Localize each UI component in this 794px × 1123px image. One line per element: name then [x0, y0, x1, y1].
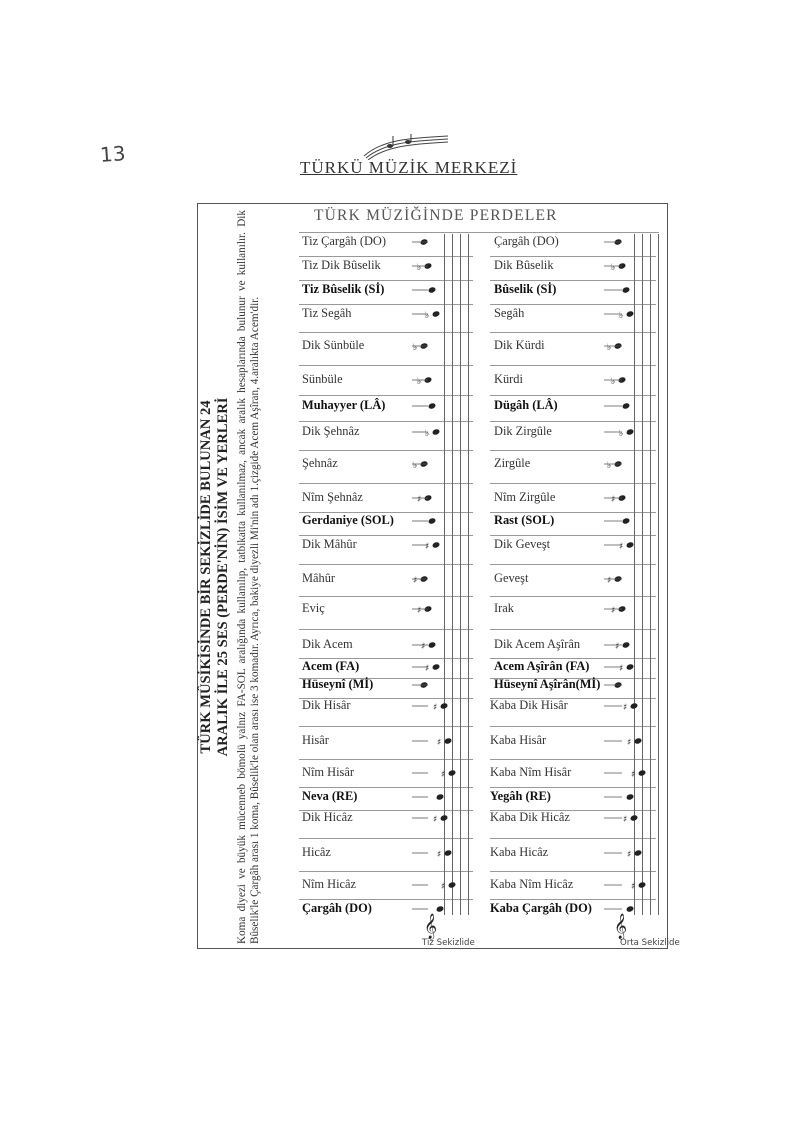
accidental-mark: ♭ — [413, 343, 418, 353]
treble-clef-icon: 𝄞 — [424, 914, 438, 939]
accidental-mark: ♭ — [619, 311, 624, 321]
accidental-mark: ♯ — [441, 770, 446, 780]
perde-right-name: Geveşt — [494, 571, 529, 585]
accidental-mark: ♯ — [619, 664, 624, 674]
accidental-mark: ♯ — [425, 542, 430, 552]
staff-line — [642, 234, 643, 915]
row-divider — [490, 365, 656, 366]
right-staff-label: Orta Sekizlide — [620, 938, 680, 948]
perde-right-name: Çargâh (DO) — [494, 234, 559, 248]
row-divider — [299, 759, 473, 760]
accidental-mark: ♯ — [607, 576, 612, 586]
row-divider — [490, 483, 656, 484]
accidental-mark: ♯ — [627, 850, 632, 860]
row-divider — [490, 421, 656, 422]
accidental-mark: ♯ — [437, 738, 442, 748]
perde-right-name: Zirgûle — [494, 456, 531, 470]
row-divider — [299, 280, 473, 281]
perde-left-name: Dik Hicâz — [302, 810, 353, 824]
row-divider — [490, 787, 656, 788]
accidental-mark: ♯ — [417, 495, 422, 505]
perde-left-name: Hisâr — [302, 733, 329, 747]
row-divider — [490, 629, 656, 630]
perde-right-name: Kaba Dik Hisâr — [490, 698, 568, 712]
perde-left-name: Dik Acem — [302, 637, 353, 651]
accidental-mark: ♯ — [433, 703, 438, 713]
perde-right-name: Bûselik (Sİ) — [494, 282, 557, 296]
perde-left-name: Eviç — [302, 601, 325, 615]
perde-left-name: Çargâh (DO) — [302, 901, 372, 915]
perde-right-name: Kaba Dik Hicâz — [490, 810, 570, 824]
accidental-mark: ♯ — [421, 642, 426, 652]
perde-right-name: Kaba Nîm Hicâz — [490, 877, 574, 891]
perde-left-name: Dik Hisâr — [302, 698, 351, 712]
perde-right-name: Dik Geveşt — [494, 537, 551, 551]
table-title: TÜRK MÜZİĞİNDE PERDELER — [314, 207, 558, 224]
accidental-mark: ♭ — [607, 343, 612, 353]
row-divider — [490, 256, 656, 257]
accidental-mark: ♭ — [425, 311, 430, 321]
title-divider — [299, 232, 659, 233]
perde-right-name: Acem Aşîrân (FA) — [494, 659, 590, 673]
row-divider — [299, 256, 473, 257]
side-title-line1: TÜRK MÛSİKİSİNDE BİR SEKİZLİDE BULUNAN 24 — [198, 400, 214, 754]
handwritten-page-number: 13 — [99, 141, 127, 167]
row-divider — [490, 899, 656, 900]
accidental-mark: ♭ — [417, 263, 422, 273]
accidental-mark: ♭ — [425, 429, 430, 439]
perde-right-name: Dik Bûselik — [494, 258, 554, 272]
row-divider — [490, 564, 656, 565]
perde-right-name: Irak — [494, 601, 514, 615]
accidental-mark: ♯ — [627, 738, 632, 748]
perde-left-name: Neva (RE) — [302, 789, 358, 803]
staff-line — [658, 234, 659, 915]
row-divider — [299, 899, 473, 900]
perde-left-name: Hicâz — [302, 845, 331, 859]
row-divider — [299, 871, 473, 872]
accidental-mark: ♯ — [417, 606, 422, 616]
side-panel — [198, 206, 295, 948]
staff-line — [634, 234, 635, 915]
perde-right-name: Nîm Zirgûle — [494, 490, 556, 504]
side-title-line2: ARALIK İLE 25 SES (PERDE'NİN) İSİM VE YERLERİ — [215, 397, 231, 757]
perde-left-name: Nîm Hisâr — [302, 765, 354, 779]
perde-right-name: Yegâh (RE) — [490, 789, 551, 803]
accidental-mark: ♭ — [611, 263, 616, 273]
row-divider — [299, 726, 473, 727]
perde-left-name: Dik Mâhûr — [302, 537, 357, 551]
accidental-mark: ♯ — [631, 770, 636, 780]
music-staff-logo — [360, 134, 452, 160]
accidental-mark: ♯ — [619, 542, 624, 552]
side-note: Koma diyezi ve büyük mücenneb bömolü yalnız FA-SOL aralığında kullanılıp, tatbikatta kullanılmaz, ancak aralık hesaplarında bulunur ve kullanılır. Dik Bûselik'le Çargâh arası 1 koma, Bûselik'le olan arası ise 3 komadır. Ayrıca, bakiye diyezli Mi'nin adı 1.çizgide Acem Aşîran, 4.aralıkta Acem'dir. — [236, 210, 262, 944]
perde-right-name: Kaba Çargâh (DO) — [490, 901, 592, 915]
row-divider — [490, 838, 656, 839]
row-divider — [490, 871, 656, 872]
perde-right-name: Kaba Hisâr — [490, 733, 547, 747]
row-divider — [490, 395, 656, 396]
accidental-mark: ♯ — [433, 815, 438, 825]
perde-left-name: Muhayyer (LÂ) — [302, 398, 386, 412]
perde-left-name: Şehnâz — [302, 456, 338, 470]
accidental-mark: ♯ — [631, 882, 636, 892]
perde-left-name: Nîm Hicâz — [302, 877, 357, 891]
staff-line — [460, 234, 461, 915]
staff-line — [452, 234, 453, 915]
perde-left-name: Tiz Segâh — [302, 306, 352, 320]
accidental-mark: ♯ — [615, 642, 620, 652]
accidental-mark: ♭ — [413, 461, 418, 471]
accidental-mark: ♭ — [417, 377, 422, 387]
row-divider — [299, 332, 473, 333]
row-divider — [299, 564, 473, 565]
row-divider — [299, 365, 473, 366]
staff-line — [468, 234, 469, 915]
perde-left-name: Mâhûr — [302, 571, 336, 585]
perde-right-name: Dik Acem Aşîrân — [494, 637, 581, 651]
accidental-mark: ♭ — [611, 377, 616, 387]
accidental-mark: ♯ — [623, 815, 628, 825]
row-divider — [299, 535, 473, 536]
left-staff-label: Tiz Sekizlide — [422, 938, 475, 948]
row-divider — [490, 332, 656, 333]
row-divider — [299, 596, 473, 597]
row-divider — [299, 838, 473, 839]
accidental-mark: ♭ — [607, 461, 612, 471]
perde-left-name: Gerdaniye (SOL) — [302, 513, 394, 527]
perde-left-name: Tiz Çargâh (DO) — [302, 234, 386, 248]
perde-left-name: Dik Sünbüle — [302, 338, 365, 352]
perde-right-name: Segâh — [494, 306, 525, 320]
row-divider — [299, 304, 473, 305]
accidental-mark: ♭ — [619, 429, 624, 439]
row-divider — [490, 596, 656, 597]
row-divider — [490, 280, 656, 281]
accidental-mark: ♯ — [623, 703, 628, 713]
row-divider — [490, 450, 656, 451]
row-divider — [299, 483, 473, 484]
row-divider — [490, 535, 656, 536]
perde-right-name: Hüseynî Aşîrân(Mİ) — [494, 677, 601, 691]
perde-right-name: Dik Kürdi — [494, 338, 545, 352]
staff-line — [444, 234, 445, 915]
accidental-mark: ♯ — [425, 664, 430, 674]
row-divider — [299, 395, 473, 396]
perde-right-name: Kaba Nîm Hisâr — [490, 765, 572, 779]
accidental-mark: ♯ — [611, 495, 616, 505]
perde-right-name: Kaba Hicâz — [490, 845, 549, 859]
staff-line — [650, 234, 651, 915]
perde-left-name: Tiz Bûselik (Sİ) — [302, 282, 385, 296]
row-divider — [490, 759, 656, 760]
perde-left-name: Nîm Şehnâz — [302, 490, 363, 504]
row-divider — [299, 629, 473, 630]
accidental-mark: ♯ — [413, 576, 418, 586]
header-title: TÜRKÜ MÜZİK MERKEZİ — [300, 158, 518, 177]
row-divider — [490, 304, 656, 305]
accidental-mark: ♯ — [437, 850, 442, 860]
accidental-mark: ♯ — [611, 606, 616, 616]
row-divider — [299, 787, 473, 788]
perde-left-name: Dik Şehnâz — [302, 424, 360, 438]
perde-right-name: Dik Zirgûle — [494, 424, 552, 438]
accidental-mark: ♯ — [441, 882, 446, 892]
perde-left-name: Acem (FA) — [302, 659, 360, 673]
perde-right-name: Rast (SOL) — [494, 513, 555, 527]
perde-right-name: Kürdi — [494, 372, 523, 386]
row-divider — [490, 726, 656, 727]
row-divider — [299, 450, 473, 451]
row-divider — [299, 421, 473, 422]
perde-left-name: Hüseynî (Mİ) — [302, 677, 374, 691]
perde-right-name: Dügâh (LÂ) — [494, 398, 558, 412]
perde-left-name: Sünbüle — [302, 372, 343, 386]
treble-clef-icon: 𝄞 — [614, 914, 628, 939]
perde-left-name: Tiz Dik Bûselik — [302, 258, 381, 272]
